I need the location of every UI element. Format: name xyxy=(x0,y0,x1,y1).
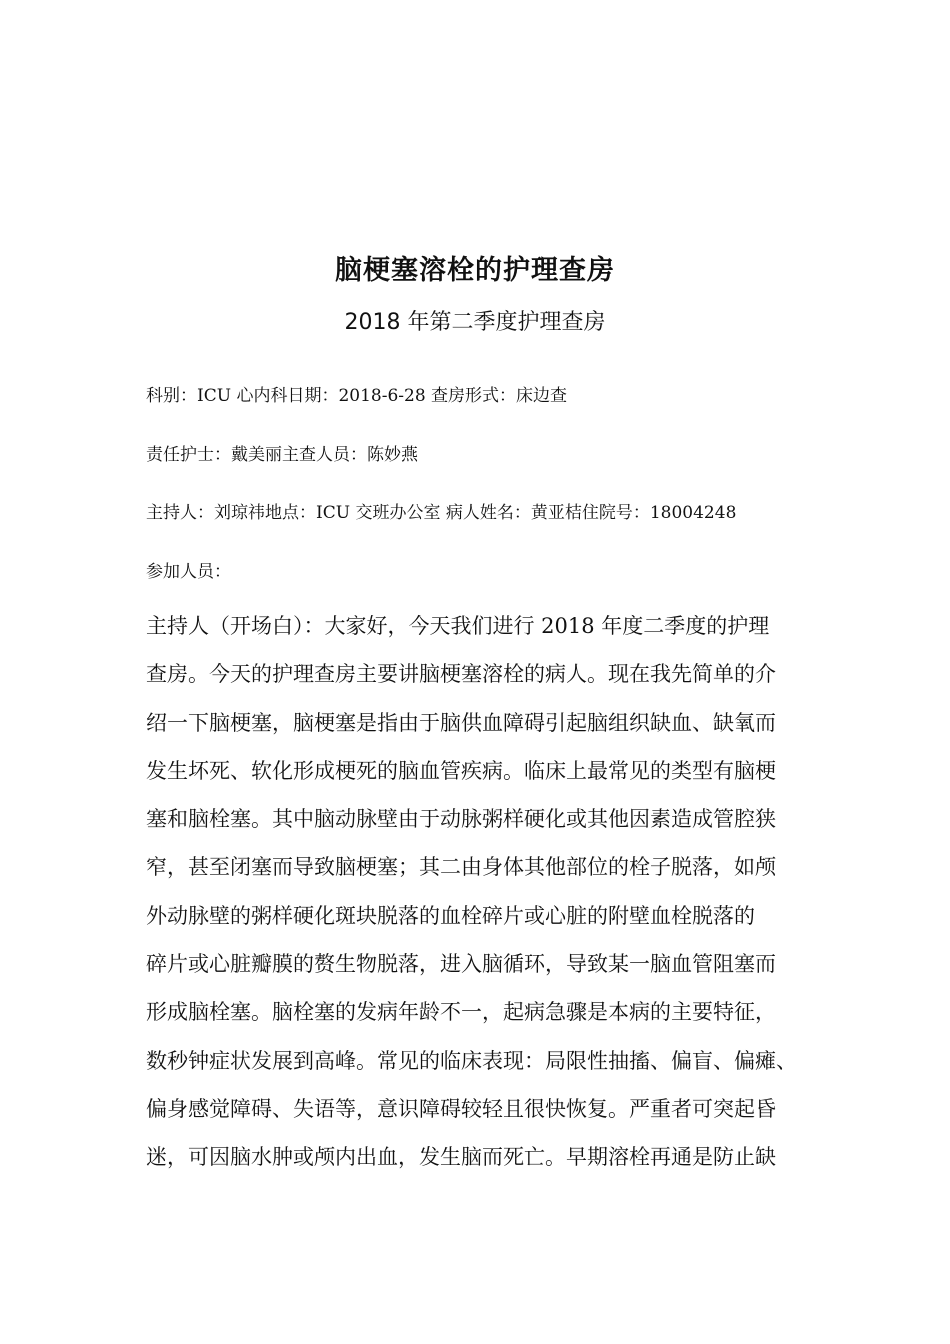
body-paragraph xyxy=(146,611,822,1191)
body-line: 碎片或心脏瓣膜的赘生物脱落，进入脑循环，导致某一脑血管阻塞而 xyxy=(146,952,776,977)
meta-department-date: 科别：ICU 心内科日期：2018-6-28 查房形式：床边查 xyxy=(146,386,568,406)
meta-nurses: 责任护士：戴美丽主查人员：陈妙燕 xyxy=(146,445,418,465)
meta-participants: 参加人员： xyxy=(146,562,231,582)
body-line: 偏身感觉障碍、失语等，意识障碍较轻且很快恢复。严重者可突起昏 xyxy=(146,1096,776,1121)
body-line: 主持人（开场白）：大家好，今天我们进行 2018 年度二季度的护理 xyxy=(146,614,770,638)
meta-host-location-patient: 主持人：刘琼祎地点：ICU 交班办公室 病人姓名：黄亚桔住院号：18004248 xyxy=(146,503,737,523)
body-line: 数秒钟症状发展到高峰。常见的临床表现：局限性抽搐、偏盲、偏瘫、 xyxy=(146,1048,797,1073)
document-title: 脑梗塞溶栓的护理查房 xyxy=(335,255,615,286)
body-line: 窄，甚至闭塞而导致脑梗塞；其二由身体其他部位的栓子脱落，如颅 xyxy=(146,855,776,880)
body-line: 迷，可因脑水肿或颅内出血，发生脑而死亡。早期溶栓再通是防止缺 xyxy=(146,1145,776,1170)
body-line: 外动脉壁的粥样硬化斑块脱落的血栓碎片或心脏的附壁血栓脱落的 xyxy=(146,903,755,928)
body-line: 绍一下脑梗塞，脑梗塞是指由于脑供血障碍引起脑组织缺血、缺氧而 xyxy=(146,710,776,735)
body-line: 形成脑栓塞。脑栓塞的发病年龄不一，起病急骤是本病的主要特征， xyxy=(146,1000,776,1025)
body-line: 发生坏死、软化形成梗死的脑血管疾病。临床上最常见的类型有脑梗 xyxy=(146,758,776,783)
body-line: 塞和脑栓塞。其中脑动脉壁由于动脉粥样硬化或其他因素造成管腔狭 xyxy=(146,807,776,832)
document-subtitle: 2018 年第二季度护理查房 xyxy=(344,310,606,335)
body-line: 查房。今天的护理查房主要讲脑梗塞溶栓的病人。现在我先简单的介 xyxy=(146,662,776,687)
